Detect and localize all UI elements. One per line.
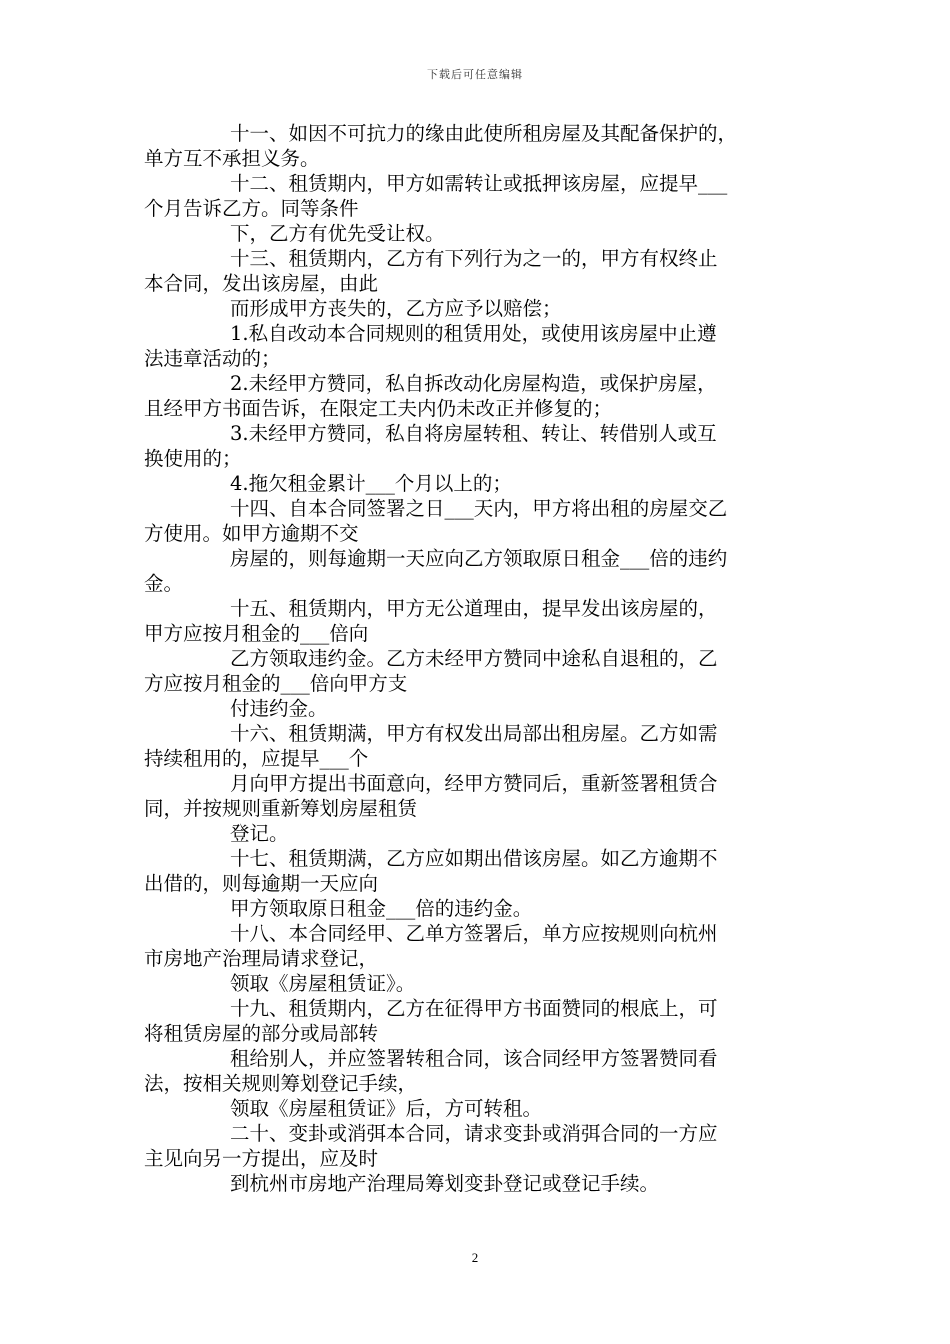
text-line: 十五、租赁期内，甲方无公道理由，提早发出该房屋的， bbox=[230, 597, 718, 620]
text-line: 同，并按规则重新筹划房屋租赁 bbox=[144, 797, 418, 820]
text-line: 付违约金。 bbox=[230, 697, 328, 720]
text-line: 而形成甲方丧失的，乙方应予以赔偿； bbox=[230, 297, 562, 320]
text-line: 十九、租赁期内，乙方在征得甲方书面赞同的根底上，可 bbox=[230, 997, 718, 1020]
text-line: 二十、变卦或消弭本合同，请求变卦或消弭合同的一方应 bbox=[230, 1122, 718, 1145]
text-line: 3.未经甲方赞同，私自将房屋转租、转让、转借别人或互 bbox=[230, 422, 717, 445]
text-line: 租给别人，并应签署转租合同，该合同经甲方签署赞同看 bbox=[230, 1047, 718, 1070]
text-line: 持续租用的，应提早___个 bbox=[144, 747, 369, 770]
text-line: 甲方领取原日租金___倍的违约金。 bbox=[230, 897, 533, 920]
document-body bbox=[144, 121, 806, 1196]
text-line: 十三、租赁期内，乙方有下列行为之一的，甲方有权终止 bbox=[230, 247, 718, 270]
text-line: 金。 bbox=[144, 572, 184, 595]
text-line: 市房地产治理局请求登记， bbox=[144, 947, 379, 970]
text-line: 方应按月租金的___倍向甲方支 bbox=[144, 672, 408, 695]
text-line: 且经甲方书面告诉，在限定工夫内仍未改正并修复的； bbox=[144, 397, 613, 420]
text-line: 本合同，发出该房屋，由此 bbox=[144, 272, 379, 295]
text-line: 2.未经甲方赞同，私自拆改动化房屋构造，或保护房屋， bbox=[230, 372, 717, 395]
text-line: 出借的，则每逾期一天应向 bbox=[144, 872, 379, 895]
text-line: 十七、租赁期满，乙方应如期出借该房屋。如乙方逾期不 bbox=[230, 847, 718, 870]
text-line: 将租赁房屋的部分或局部转 bbox=[144, 1022, 379, 1045]
text-line: 房屋的，则每逾期一天应向乙方领取原日租金___倍的违约 bbox=[230, 547, 728, 570]
text-line: 领取《房屋租赁证》后，方可转租。 bbox=[230, 1097, 543, 1120]
text-line: 十二、租赁期内，甲方如需转让或抵押该房屋，应提早___ bbox=[230, 172, 728, 195]
page-number: 2 bbox=[471, 1250, 479, 1265]
text-line: 方使用。如甲方逾期不交 bbox=[144, 522, 359, 545]
text-line: 十八、本合同经甲、乙单方签署后，单方应按规则向杭州 bbox=[230, 922, 718, 945]
text-line: 登记。 bbox=[230, 822, 289, 845]
text-line: 十四、自本合同签署之日___天内，甲方将出租的房屋交乙 bbox=[230, 497, 728, 520]
text-line: 主见向另一方提出，应及时 bbox=[144, 1147, 379, 1170]
text-line: 法，按相关规则筹划登记手续， bbox=[144, 1072, 418, 1095]
text-line: 十六、租赁期满，甲方有权发出局部出租房屋。乙方如需 bbox=[230, 722, 718, 745]
text-line: 法违章活动的； bbox=[144, 347, 281, 370]
text-line: 换使用的； bbox=[144, 447, 242, 470]
text-line: 1.私自改动本合同规则的租赁用处，或使用该房屋中止遵 bbox=[230, 322, 717, 345]
text-line: 领取《房屋租赁证》。 bbox=[230, 972, 416, 995]
text-line: 乙方领取违约金。乙方未经甲方赞同中途私自退租的，乙 bbox=[230, 647, 718, 670]
text-line: 下，乙方有优先受让权。 bbox=[230, 222, 445, 245]
text-line: 到杭州市房地产治理局筹划变卦登记或登记手续。 bbox=[230, 1172, 660, 1195]
text-line: 十一、如因不可抗力的缘由此使所租房屋及其配备保护的， bbox=[230, 122, 738, 145]
text-line: 个月告诉乙方。同等条件 bbox=[144, 197, 359, 220]
text-line: 甲方应按月租金的___倍向 bbox=[144, 622, 369, 645]
text-line: 4.拖欠租金累计___个月以上的； bbox=[230, 472, 512, 495]
page-header: 下载后可任意编辑 bbox=[427, 68, 523, 81]
text-line: 月向甲方提出书面意向，经甲方赞同后，重新签署租赁合 bbox=[230, 772, 718, 795]
text-line: 单方互不承担义务。 bbox=[144, 147, 320, 170]
